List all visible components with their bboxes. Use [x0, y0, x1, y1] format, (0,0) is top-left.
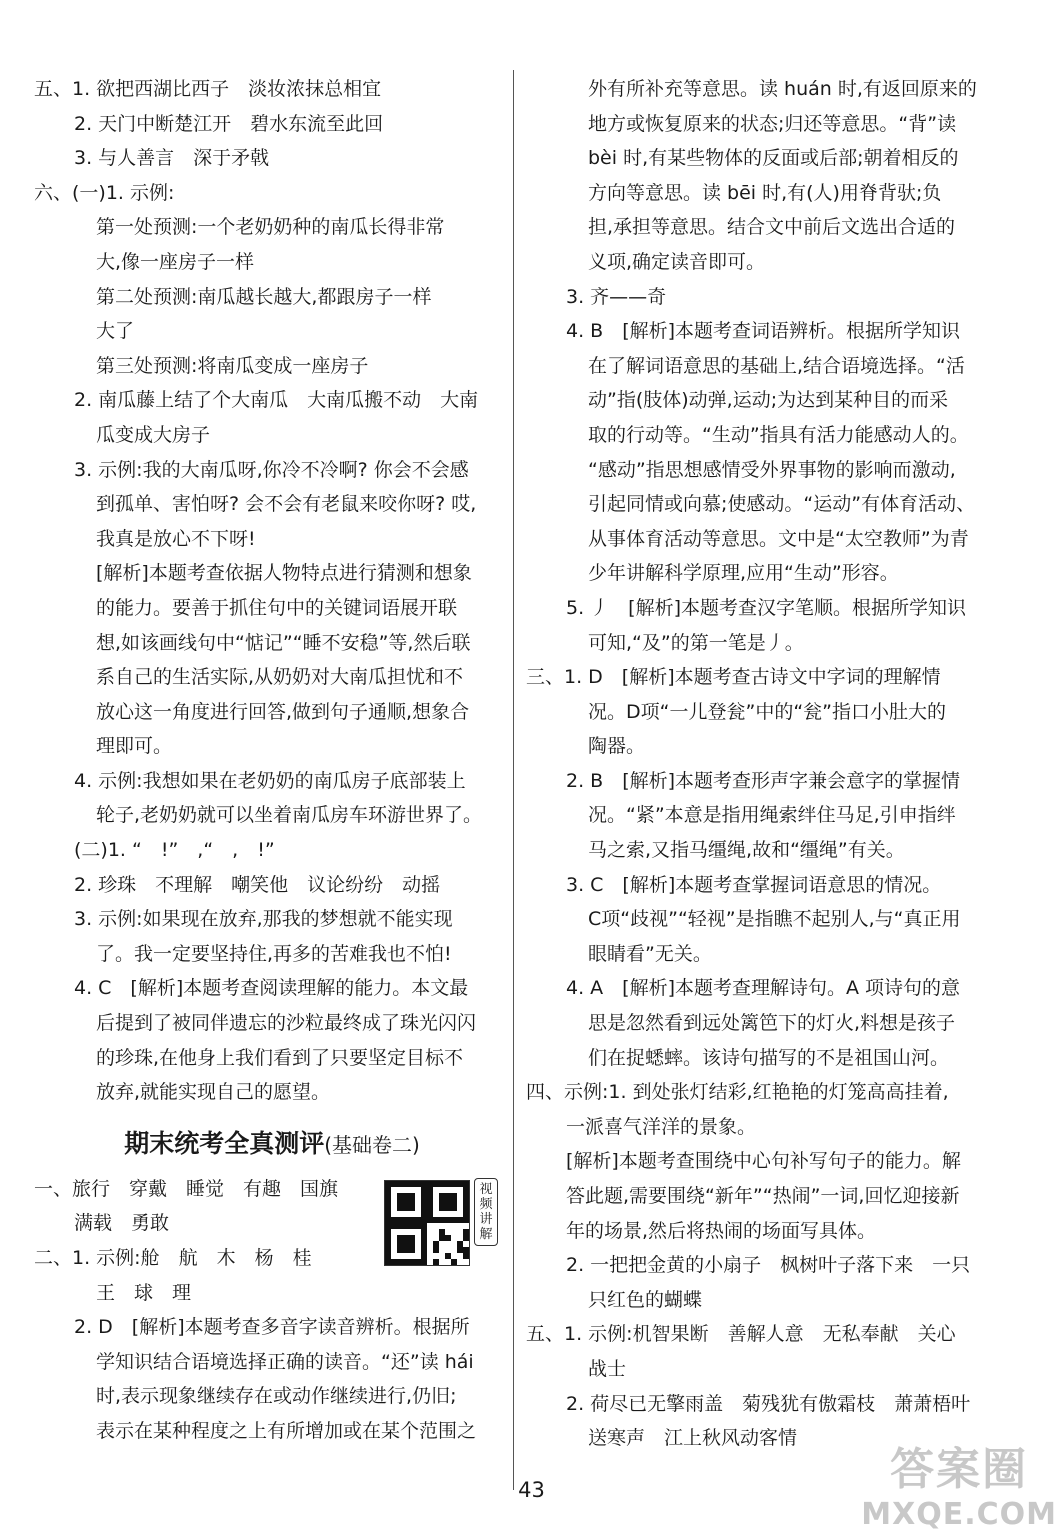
column-divider	[513, 70, 514, 1490]
answer-line: 一、旅行 穿戴 睡觉 有趣 国旗	[34, 1177, 339, 1200]
answer-line: 担,承担等意思。结合文中前后文选出合适的	[588, 216, 956, 239]
answer-line: 答此题,需要围绕“新年”“热闹”一词,回忆迎接新	[566, 1185, 960, 1207]
answer-line: 只红色的蝴蝶	[588, 1288, 703, 1311]
answer-line: 3. 齐——奇	[566, 285, 667, 308]
answer-line: 们在捉蟋蟀。该诗句描写的不是祖国山河。	[588, 1046, 950, 1069]
answer-line: 轮子,老奶奶就可以坐着南瓜房车环游世界了。	[96, 804, 483, 827]
answer-line: 的能力。要善于抓住句中的关键词语展开联	[96, 596, 458, 619]
answer-line: 想,如该画线句中“惦记”“睡不安稳”等,然后联	[96, 631, 471, 654]
answer-line: C项“歧视”“轻视”是指瞧不起别人,与“真正用	[588, 908, 961, 931]
answer-line: 在了解词语意思的基础上,结合语境选择。“活	[588, 354, 965, 377]
answer-line: 满载 勇敢	[74, 1212, 170, 1235]
answer-line: 五、1. 欲把西湖比西子 淡妆浓抹总相宜	[34, 78, 382, 100]
watermark-logo	[861, 1433, 1057, 1532]
answer-line: “感动”指思想感情受外界事物的影响而激动,	[588, 458, 956, 481]
answer-line: 第一处预测:一个老奶奶种的南瓜长得非常	[96, 216, 445, 239]
watermark-top: 答案圈	[890, 1444, 1029, 1495]
answer-line: 理即可。	[96, 735, 173, 758]
answer-line: bèi 时,有某些物体的反面或后部;朝着相反的	[588, 147, 959, 170]
answer-line: 4. A [解析]本题考查理解诗句。A 项诗句的意	[566, 977, 961, 1000]
answer-line: 瓜变成大房子	[96, 423, 211, 446]
answer-line: 2. 天门中断楚江开 碧水东流至此回	[74, 112, 384, 135]
answer-line: 一派喜气洋洋的景象。	[566, 1115, 757, 1138]
answer-line: 战士	[588, 1357, 627, 1380]
answer-line: 2. 南瓜藤上结了个大南瓜 大南瓜搬不动 大南	[74, 389, 479, 412]
answer-line: 年的场景,然后将热闹的场面写具体。	[566, 1219, 877, 1242]
answer-line: 况。“紧”本意是指用绳索绊住马足,引申指绊	[588, 804, 956, 827]
answer-line: 五、1. 示例:机智果断 善解人意 无私奉献 关心	[526, 1323, 956, 1346]
answers-part-one	[34, 72, 510, 1110]
qr-code[interactable]	[384, 1180, 470, 1266]
answer-line: 3. 示例:如果现在放弃,那我的梦想就不能实现	[74, 908, 453, 931]
answer-line: 2. D [解析]本题考查多音字读音辨析。根据所	[74, 1316, 470, 1339]
answer-line: 可知,“及”的第一笔是丿。	[588, 631, 804, 654]
page-number: 43	[518, 1478, 545, 1502]
answer-line: 思是忽然看到远处篱笆下的灯火,料想是孩子	[588, 1012, 956, 1035]
answer-line: 取的行动等。“生动”指具有活力能感动人的。	[588, 423, 969, 446]
answer-line: 地方或恢复原来的状态;归还等意思。“背”读	[588, 112, 957, 135]
section-title	[34, 1110, 510, 1172]
answer-line: 我真是放心不下呀!	[96, 527, 256, 550]
answer-line: 到孤单、害怕呀? 会不会有老鼠来咬你呀? 哎,	[96, 493, 477, 516]
answer-line: 四、示例:1. 到处张灯结彩,红艳艳的灯笼高高挂着,	[526, 1081, 949, 1104]
answer-line: 马之索,又指马缰绳,故和“缰绳”有关。	[588, 839, 905, 862]
answer-line: 大,像一座房子一样	[96, 250, 255, 273]
answer-line: 4. B [解析]本题考查词语辨析。根据所学知识	[566, 320, 961, 343]
answer-line: 义项,确定读音即可。	[588, 250, 766, 273]
answer-line: 2. 一把把金黄的小扇子 枫树叶子落下来 一只	[566, 1254, 971, 1277]
answer-line: 学知识结合语境选择正确的读音。“还”读 hái	[96, 1350, 474, 1373]
answer-line: (二)1. “ !” ,“ , !”	[74, 839, 275, 862]
answer-line: [解析]本题考查围绕中心句补写句子的能力。解	[566, 1150, 961, 1173]
answer-line: [解析]本题考查依据人物特点进行猜测和想象	[96, 562, 472, 585]
answer-line: 4. C [解析]本题考查阅读理解的能力。本文最	[74, 977, 469, 1000]
answer-line: 放心这一角度进行回答,做到句子通顺,想象合	[96, 700, 470, 723]
answer-line: 王 球 理	[96, 1281, 192, 1304]
answer-line: 5. 丿 [解析]本题考查汉字笔顺。根据所学知识	[566, 596, 966, 619]
answer-line: 第二处预测:南瓜越长越大,都跟房子一样	[96, 285, 432, 308]
answer-line: 少年讲解科学原理,应用“生动”形容。	[588, 562, 899, 585]
watermark-bottom: MXQE.COM	[861, 1497, 1057, 1532]
answer-line: 3. 与人善言 深于矛戟	[74, 147, 270, 170]
answer-line: 眼睛看”无关。	[588, 942, 712, 965]
answer-line: 的珍珠,在他身上我们看到了只要坚定目标不	[96, 1046, 464, 1069]
answer-line: 3. C [解析]本题考查掌握词语意思的情况。	[566, 873, 942, 896]
answer-line: 2. 珍珠 不理解 嘲笑他 议论纷纷 动摇	[74, 873, 441, 896]
section-title-sub: (基础卷二)	[324, 1132, 420, 1157]
answer-line: 送寒声 江上秋风动客情	[588, 1427, 798, 1450]
qr-label: 视频讲解	[474, 1178, 498, 1246]
answer-line: 后提到了被同伴遗忘的沙粒最终成了珠光闪闪	[96, 1012, 477, 1035]
answer-line: 陶器。	[588, 735, 646, 758]
answer-line: 外有所补充等意思。读 huán 时,有返回原来的	[588, 78, 977, 100]
answer-line: 从事体育活动等意思。文中是“太空教师”为青	[588, 527, 969, 550]
answer-line: 引起同情或向慕;使感动。“运动”有体育活动、	[588, 493, 976, 516]
answer-line: 2. 荷尽已无擎雨盖 菊残犹有傲霜枝 萧萧梧叶	[566, 1392, 971, 1415]
answer-line: 2. B [解析]本题考查形声字兼会意字的掌握情	[566, 769, 961, 792]
answer-line: 六、(一)1. 示例:	[34, 181, 175, 204]
answer-line: 3. 示例:我的大南瓜呀,你冷不冷啊? 你会不会感	[74, 458, 469, 481]
answer-line: 方向等意思。读 bēi 时,有(人)用脊背驮;负	[588, 181, 942, 204]
answer-line: 系自己的生活实际,从奶奶对大南瓜担忧和不	[96, 666, 464, 689]
answer-line: 放弃,就能实现自己的愿望。	[96, 1081, 331, 1104]
answer-line: 三、1. D [解析]本题考查古诗文中字词的理解情	[526, 666, 941, 689]
answer-line: 表示在某种程度之上有所增加或在某个范围之	[96, 1419, 477, 1442]
answer-line: 动”指(肢体)动弹,运动;为达到某种目的而采	[588, 389, 949, 412]
answer-line: 二、1. 示例:舱 航 木 杨 桂	[34, 1247, 312, 1269]
answer-line: 第三处预测:将南瓜变成一座房子	[96, 354, 369, 377]
answer-line: 大了	[96, 320, 135, 343]
answer-line: 况。D项“一儿登瓮”中的“瓮”指口小肚大的	[588, 700, 947, 723]
answer-line: 时,表示现象继续存在或动作继续进行,仍旧;	[96, 1385, 457, 1408]
answer-line: 了。我一定要坚持住,再多的苦难我也不怕!	[96, 942, 452, 965]
right-column	[526, 72, 996, 1456]
section-title-main: 期末统考全真测评	[124, 1128, 325, 1158]
answer-line: 4. 示例:我想如果在老奶奶的南瓜房子底部装上	[74, 769, 466, 792]
